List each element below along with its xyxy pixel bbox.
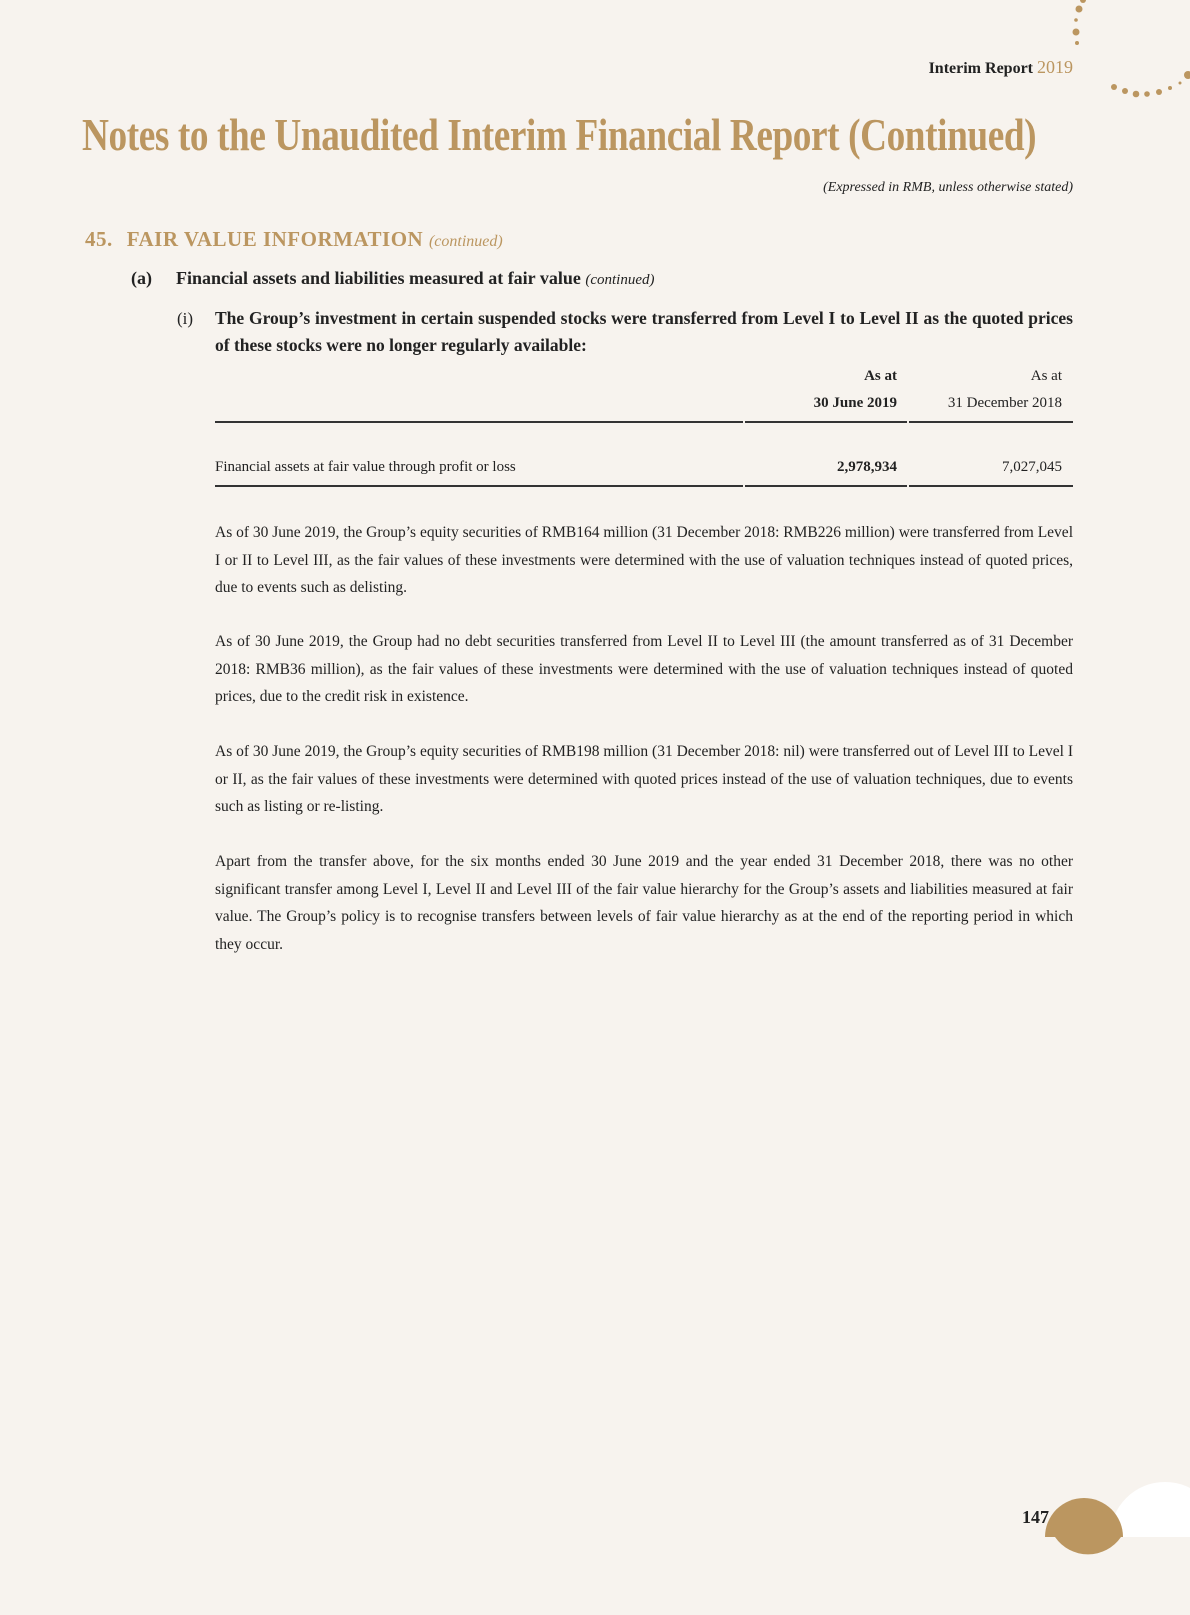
page-number: 147 [1022,1507,1049,1527]
section-heading [85,227,503,252]
paragraph-equity-to-level3: As of 30 June 2019, the Group’s equity securities of RMB164 million (31 December 2018: RMB226 million) were transferred from Level I or II to Level III, as the fair values of these investments were determined with the use of valuation techniques instead of quoted prices, due to events such as delisting. [215,524,1073,596]
value-2018: 7,027,045 [1002,459,1062,475]
currency-note: (Expressed in RMB, unless otherwise stated) [823,180,1073,195]
col-header-2019-line1: As at [864,368,897,384]
section-title: FAIR VALUE INFORMATION [126,227,424,251]
half-circle-decoration-bottom [1040,1460,1190,1615]
total-rule [909,485,1073,487]
continued-label: (continued) [428,233,503,250]
total-rule [215,485,743,487]
paragraph-debt-securities: As of 30 June 2019, the Group had no debt securities transferred from Level II to Level III (the amount transferred as of 31 December 2018: RMB36 million), as the fair values of these investments were determined with the use of valuation techniques instead of quoted prices, due to the credit risk in existence. [215,633,1073,705]
fair-value-table [215,364,1073,494]
paragraph-policy: Apart from the transfer above, for the six months ended 30 June 2019 and the year ended 31 December 2018, there was no other significant transfer among Level I, Level II and Level III of the fair value hierarchy for the Group’s assets and liabilities measured at fair value. The Group’s policy is to recognise transfers between levels of fair value hierarchy as at the end of the reporting period in which they occur. [215,853,1073,953]
page-title: Notes to the Unaudited Interim Financial Report (Continued) [82,109,1037,160]
item-i-label: (i) [177,309,194,328]
col-header-2018-line1: As at [1030,368,1062,384]
header-rule [909,421,1073,423]
paragraph-equity-out-of-level3: As of 30 June 2019, the Group’s equity securities of RMB198 million (31 December 2018: nil) were transferred out of Level III to Level I or II, as the fair values of these investments were determined with quoted prices instead of the use of valuation techniques, due to events such as listing or re-listing. [215,743,1073,815]
report-year: 2019 [1037,57,1073,77]
report-name: Interim Report [928,60,1033,77]
subsection-label: (a) [131,268,152,288]
header-rule [745,421,907,423]
continued-label: (continued) [585,272,655,288]
total-rule [745,485,907,487]
col-header-2018-line2: 31 December 2018 [947,395,1062,411]
value-2019: 2,978,934 [837,459,897,475]
running-header [929,57,1073,78]
row-label: Financial assets at fair value through profit or loss [215,459,516,475]
item-i-heading: The Group’s investment in certain suspended stocks were transferred from Level I to Level II as the quoted prices of these stocks were no longer regularly available: [215,308,1073,355]
subsection-a-heading [131,268,655,289]
col-header-2019-line2: 30 June 2019 [813,395,897,411]
dotted-arc-decoration-top [1040,0,1190,110]
section-number: 45. [85,227,113,251]
header-rule [215,421,743,423]
subsection-title: Financial assets and liabilities measured at fair value [176,268,581,288]
